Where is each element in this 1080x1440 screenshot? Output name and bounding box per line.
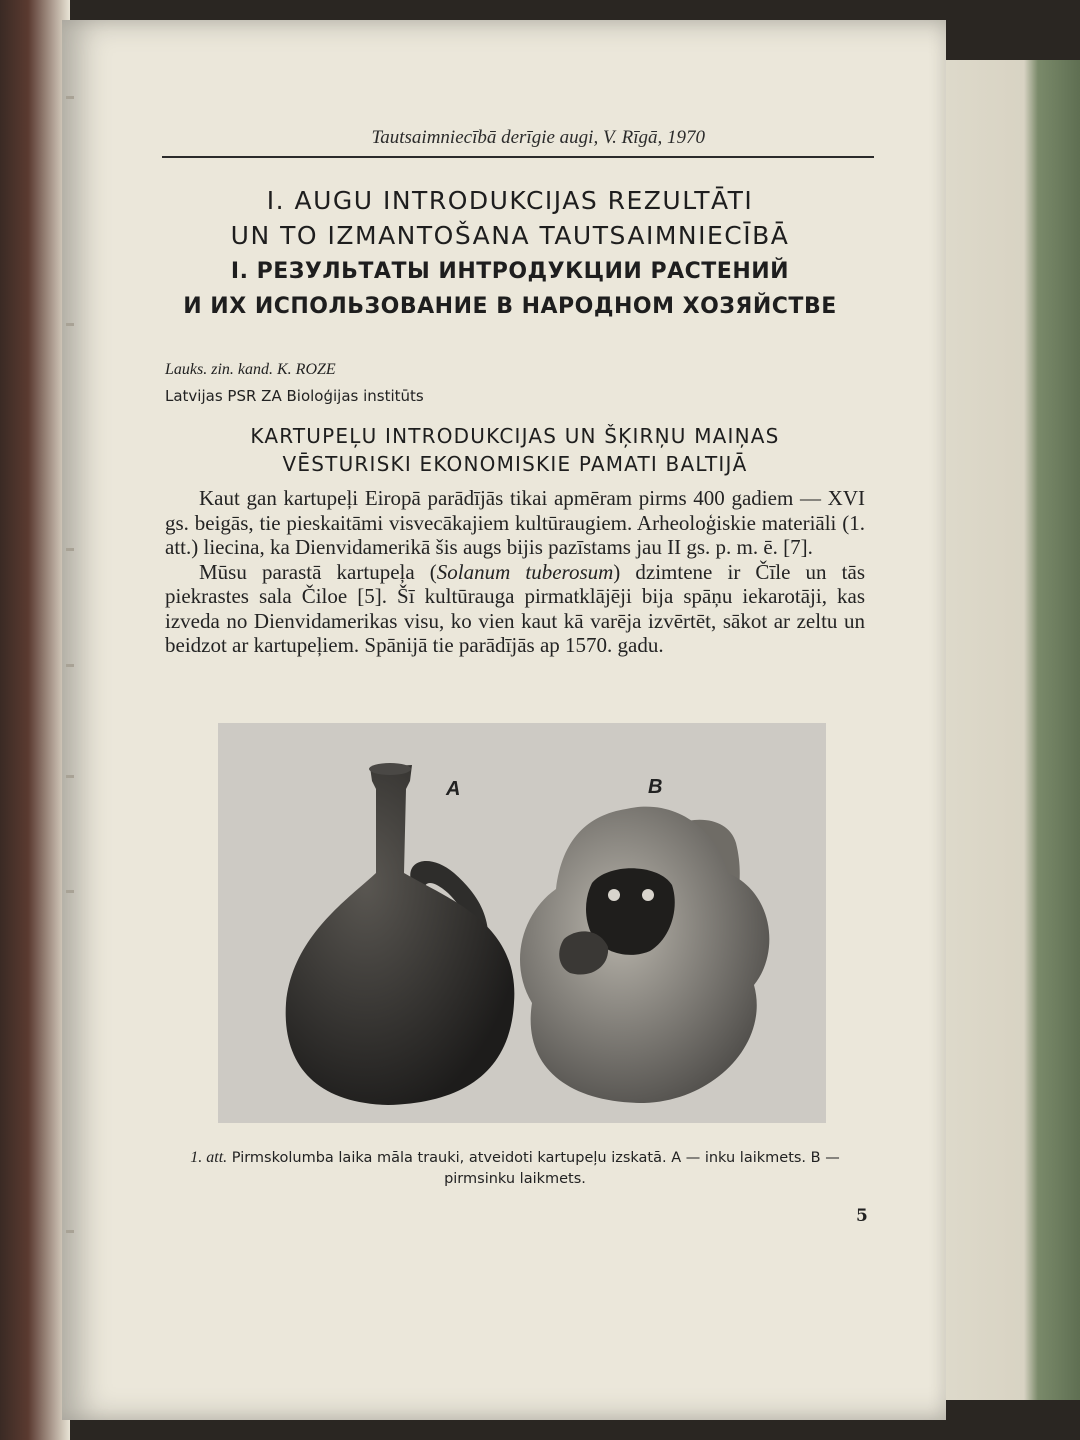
author-line: Lauks. zin. kand. K. ROZE [165, 361, 336, 378]
paragraph: Kaut gan kartupeļi Eiropā parādījās tikai apmēram pirms 400 gadiem — XVI gs. beigās, tie pieskaitāmi visvecākajiem kultūraugiem. Arheoloģiskie materiāli (1. att.) liecina, ka Dienvidamerikā šis augs bijis pazīstams jau II gs. p. m. ē. [7]. [165, 486, 865, 559]
section-title-ru-line: I. РЕЗУЛЬТАТЫ ИНТРОДУКЦИИ РАСТЕНИЙ [230, 259, 790, 284]
book-cover-edge [940, 60, 1080, 1400]
paragraph [165, 560, 865, 658]
paragraph-text: Mūsu parastā kartupeļa ( [199, 559, 437, 584]
article-title-line: KARTUPEĻU INTRODUKCIJAS UN ŠĶIRŅU MAIŅAS [250, 424, 780, 448]
article-title-line: VĒSTURISKI EKONOMISKIE PAMATI BALTIJĀ [282, 452, 748, 476]
binding-stitch [66, 890, 74, 893]
figure-photo [218, 723, 826, 1123]
book-spine-edge [0, 0, 70, 1440]
body-text [165, 486, 865, 658]
section-title-lv-line: UN TO IZMANTOŠANA TAUTSAIMNIECĪBĀ [230, 221, 790, 250]
running-head: Tautsaimniecībā derīgie augi, V. Rīgā, 1970 [371, 127, 705, 148]
figure-caption [165, 1147, 865, 1190]
header-rule [162, 156, 874, 158]
page-number: 5 [856, 1206, 868, 1226]
figure-label-b: B [648, 776, 663, 798]
article-title [150, 422, 880, 478]
species-name: Solanum tuberosum [436, 559, 614, 584]
vessel-b-eye [642, 889, 654, 901]
binding-stitch [66, 1230, 74, 1233]
paragraph-text: ) dzimtene ir Čīle un tās piekrastes sala Čiloe [5]. Šī kultūrauga pirmatklājēji bija spāņu iekarotāji, kas izveda no Dienvidamerikas visu, ko vien kaut kā varēja izvērtēt, sākot ar zeltu un beidzot ar kartupeļiem. Spānijā tie parādījās ap 1570. gadu. [165, 559, 865, 657]
section-title-ru-line: И ИХ ИСПОЛЬЗОВАНИЕ В НАРОДНОМ ХОЗЯЙСТВЕ [183, 294, 837, 319]
vessel-b-eye [608, 889, 620, 901]
institute-line: Latvijas PSR ZA Bioloģijas institūts [165, 387, 424, 405]
section-title-russian [150, 254, 870, 324]
clay-vessels-illustration [218, 723, 826, 1123]
caption-label: 1. att. [190, 1149, 228, 1166]
binding-stitch [66, 775, 74, 778]
section-title-lv-line: I. AUGU INTRODUKCIJAS REZULTĀTI [266, 186, 754, 215]
caption-text: Pirmskolumba laika māla trauki, atveidoti kartupeļu izskatā. A — inku laikmets. B — pirmsinku laikmets. [231, 1150, 840, 1187]
figure-label-a: A [446, 778, 461, 800]
binding-stitch [66, 548, 74, 551]
vessel-a-mouth [369, 763, 411, 775]
binding-stitch [66, 323, 74, 326]
binding-stitch [66, 664, 74, 667]
section-title-latvian [150, 183, 870, 253]
binding-stitch [66, 96, 74, 99]
